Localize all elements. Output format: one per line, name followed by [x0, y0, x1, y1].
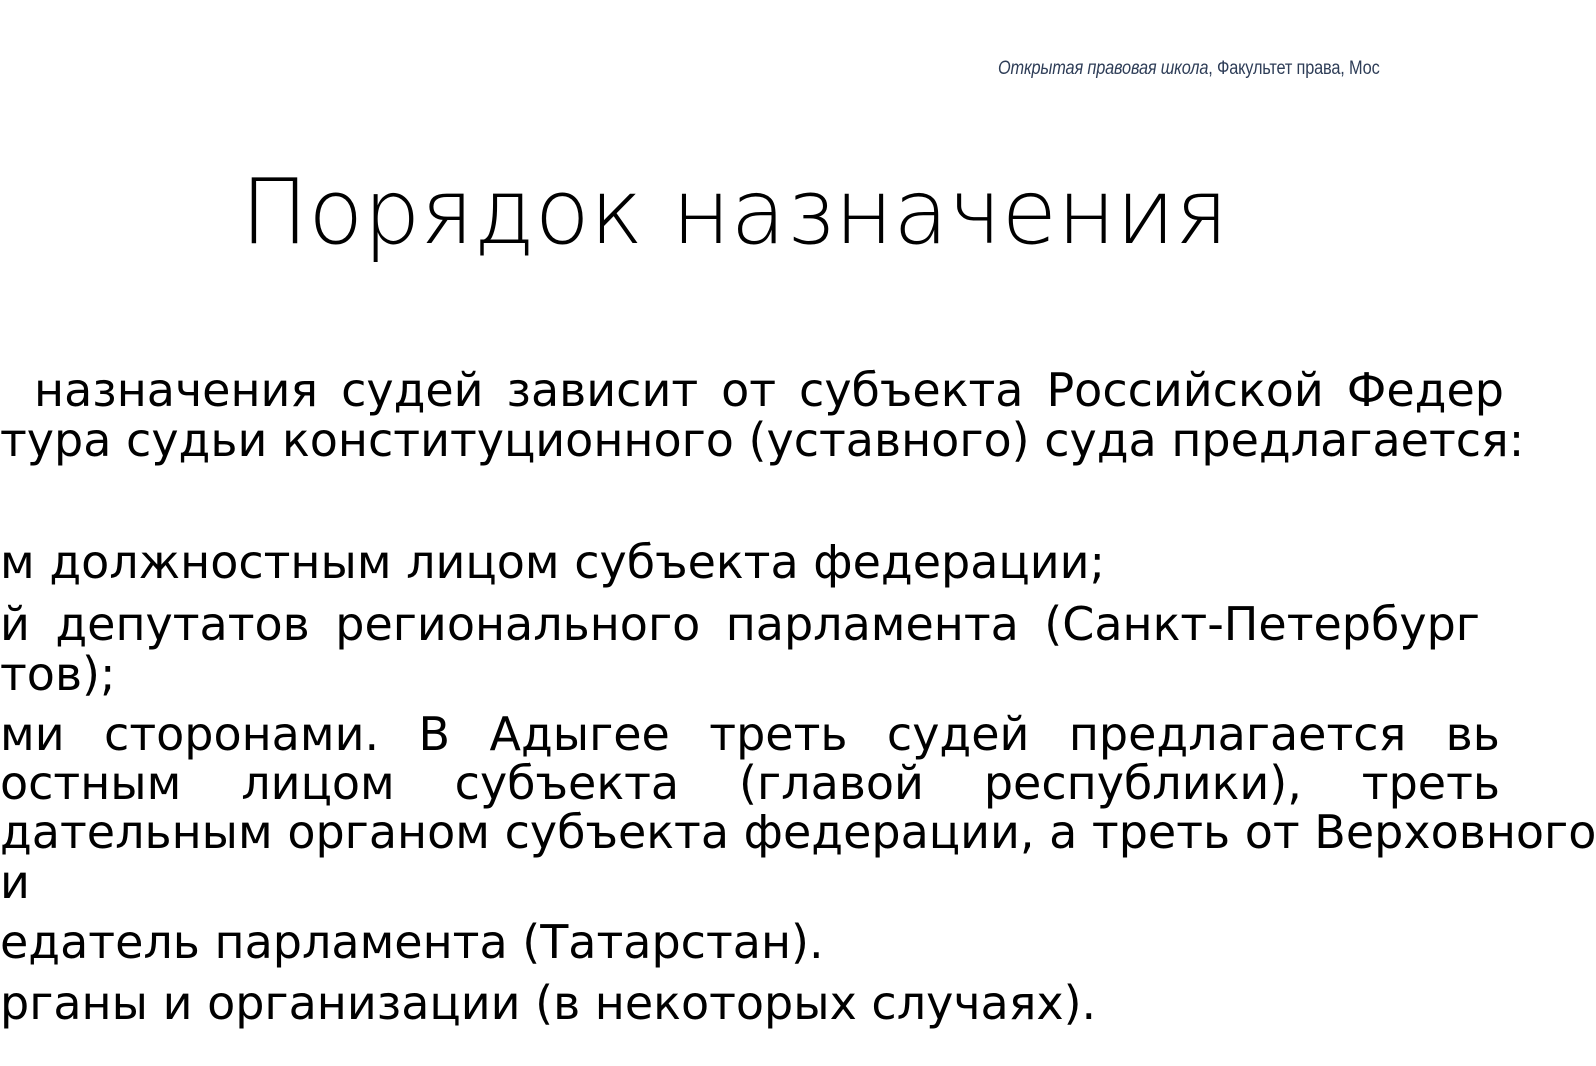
header-school-name: Открытая правовая школа [998, 58, 1209, 79]
list-word: вь [1445, 707, 1500, 761]
list-item-2-line-1 [0, 598, 1480, 650]
list-word: субъекта [454, 756, 680, 810]
list-word: лицом [241, 756, 395, 810]
list-word: регионального [335, 597, 701, 651]
list-word: (Санкт-Петербург [1044, 597, 1480, 651]
list-word: треть [1361, 756, 1500, 810]
list-word: В [418, 707, 451, 761]
intro-word: от [721, 363, 777, 417]
list-word: остным [0, 756, 182, 810]
list-word: парламента [725, 597, 1019, 651]
list-word: депутатов [55, 597, 310, 651]
page-title: Порядок назначения [240, 160, 1229, 265]
intro-word: зависит [506, 363, 699, 417]
list-word: треть [709, 707, 848, 761]
list-word: й [0, 597, 30, 651]
list-word: (главой [739, 756, 924, 810]
intro-word: Федер [1346, 363, 1504, 417]
list-item-5: рганы и организации (в некоторых случаях). [0, 976, 1097, 1030]
intro-word: назначения [34, 363, 319, 417]
intro-line-1 [34, 364, 1504, 416]
list-word: судей [886, 707, 1030, 761]
intro-word: судей [341, 363, 484, 417]
list-item-4: едатель парламента (Татарстан). [0, 915, 824, 969]
list-word: республики), [983, 756, 1302, 810]
intro-word: субъекта [799, 363, 1024, 417]
header-affiliation [998, 58, 1380, 80]
list-word: Адыгее [489, 707, 670, 761]
list-word: предлагается [1068, 707, 1407, 761]
header-faculty: , Факультет права, Мос [1208, 58, 1380, 79]
intro-line-2: тура судьи конституционного (уставного) суда предлагается: [0, 413, 1525, 467]
list-item-1: м должностным лицом субъекта федерации; [0, 535, 1106, 589]
list-word: ми [0, 707, 65, 761]
list-item-3-line-2 [0, 757, 1500, 809]
list-item-3-line-1 [0, 708, 1500, 760]
intro-word: Российской [1046, 363, 1324, 417]
list-item-3-line-3: дательным органом субъекта федерации, а треть от Верховного [0, 805, 1596, 859]
list-item-2-line-2: тов); [0, 647, 116, 701]
list-word: сторонами. [104, 707, 380, 761]
list-item-3-line-4: и [0, 855, 30, 909]
